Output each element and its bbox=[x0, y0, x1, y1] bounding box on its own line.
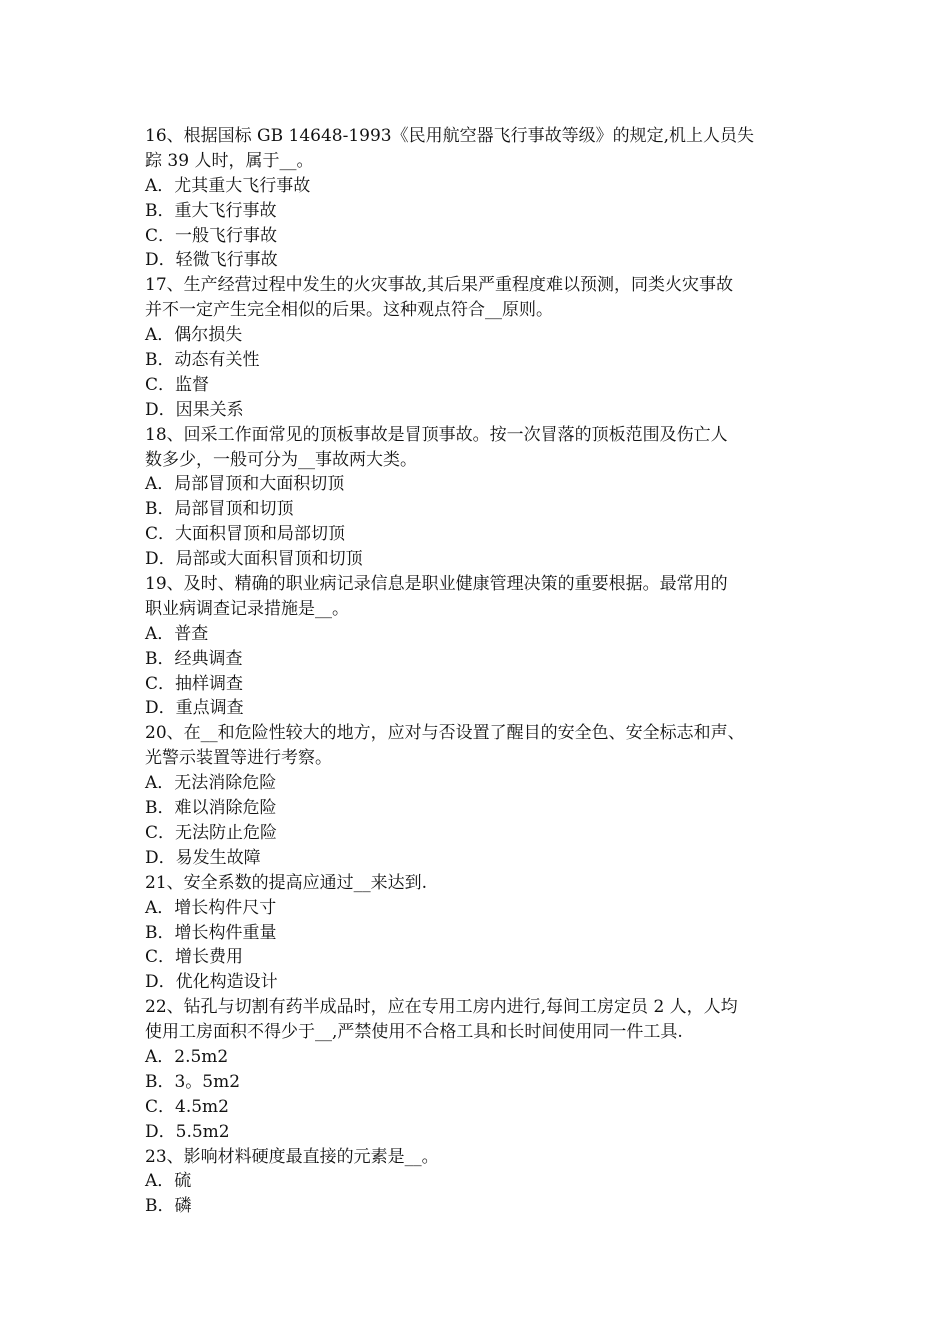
q16-option-a: A．尤其重大飞行事故 bbox=[145, 175, 311, 196]
q23-stem-line-1: 23、影响材料硬度最直接的元素是__。 bbox=[145, 1146, 439, 1167]
q20-stem-line-1: 20、在__和危险性较大的地方，应对与否设置了醒目的安全色、安全标志和声、 bbox=[145, 723, 745, 744]
q22-option-b: B．3。5m2 bbox=[145, 1071, 241, 1092]
q18-option-c: C．大面积冒顶和局部切顶 bbox=[145, 524, 346, 545]
q21-option-d: D．优化构造设计 bbox=[145, 972, 278, 993]
q19-option-b: B．经典调查 bbox=[145, 648, 243, 669]
q19-option-a: A．普查 bbox=[145, 623, 209, 644]
q20-option-a: A．无法消除危险 bbox=[145, 773, 277, 794]
q17-option-d: D．因果关系 bbox=[145, 399, 244, 420]
q17-option-c: C．监督 bbox=[145, 374, 210, 395]
q17-stem-line-1: 17、生产经营过程中发生的火灾事故,其后果严重程度难以预测，同类火灾事故 bbox=[145, 275, 734, 296]
q22-option-d: D．5.5m2 bbox=[145, 1121, 230, 1142]
q21-option-b: B．增长构件重量 bbox=[145, 922, 277, 943]
q19-option-c: C．抽样调查 bbox=[145, 673, 244, 694]
q16-option-c: C．一般飞行事故 bbox=[145, 225, 278, 246]
q20-stem-line-2: 光警示装置等进行考察。 bbox=[145, 748, 332, 769]
q21-stem-line-1: 21、安全系数的提高应通过__来达到. bbox=[145, 872, 428, 893]
q16-option-b: B．重大飞行事故 bbox=[145, 200, 277, 221]
q19-option-d: D．重点调查 bbox=[145, 698, 244, 719]
q17-stem-line-2: 并不一定产生完全相似的后果。这种观点符合__原则。 bbox=[145, 300, 553, 321]
q22-option-a: A．2.5m2 bbox=[145, 1046, 229, 1067]
q20-option-c: C．无法防止危险 bbox=[145, 822, 278, 843]
q23-option-a: A．硫 bbox=[145, 1171, 192, 1192]
q17-option-b: B．动态有关性 bbox=[145, 350, 260, 371]
q22-option-c: C．4.5m2 bbox=[145, 1096, 229, 1117]
q22-stem-line-1: 22、钻孔与切割有药半成品时，应在专用工房内进行,每间工房定员 2 人，人均 bbox=[145, 997, 738, 1018]
q16-stem-line-1: 16、根据国标 GB 14648-1993《民用航空器飞行事故等级》的规定,机上人员失 bbox=[145, 126, 755, 146]
q20-option-b: B．难以消除危险 bbox=[145, 798, 277, 819]
q19-stem-line-2: 职业病调查记录措施是__。 bbox=[145, 598, 349, 619]
q16-option-d: D．轻微飞行事故 bbox=[145, 250, 278, 271]
q21-option-c: C．增长费用 bbox=[145, 947, 244, 968]
q18-option-d: D．局部或大面积冒顶和切顶 bbox=[145, 549, 363, 570]
q18-option-b: B．局部冒顶和切顶 bbox=[145, 499, 294, 520]
q18-stem-line-2: 数多少，一般可分为__事故两大类。 bbox=[145, 449, 417, 470]
question-text-body bbox=[145, 124, 825, 1219]
q19-stem-line-1: 19、及时、精确的职业病记录信息是职业健康管理决策的重要根据。最常用的 bbox=[145, 574, 728, 595]
q20-option-d: D．易发生故障 bbox=[145, 847, 261, 868]
q23-option-b: B．磷 bbox=[145, 1196, 192, 1217]
q22-stem-line-2: 使用工房面积不得少于__,严禁使用不合格工具和长时间使用同一件工具. bbox=[145, 1022, 683, 1043]
q17-option-a: A．偶尔损失 bbox=[145, 325, 243, 346]
q18-stem-line-1: 18、回采工作面常见的顶板事故是冒顶事故。按一次冒落的顶板范围及伤亡人 bbox=[145, 424, 728, 445]
q21-option-a: A．增长构件尺寸 bbox=[145, 897, 277, 918]
q18-option-a: A．局部冒顶和大面积切顶 bbox=[145, 474, 345, 495]
q16-stem-line-2: 踪 39 人时，属于__。 bbox=[145, 150, 314, 171]
